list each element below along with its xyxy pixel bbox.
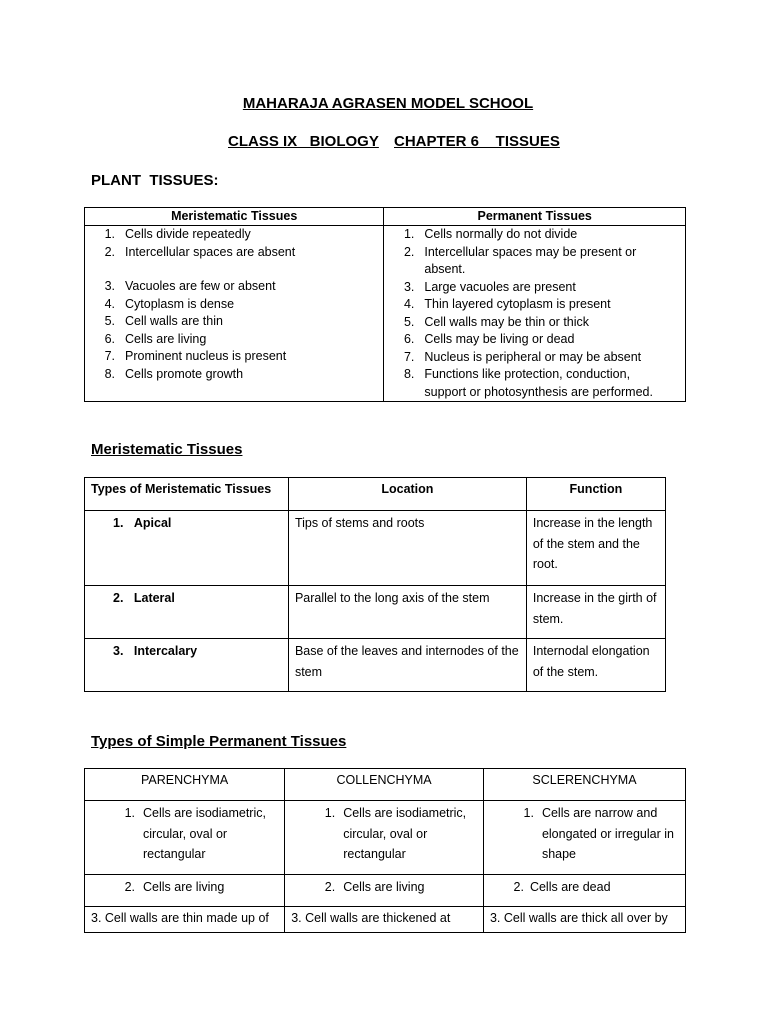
chapter-label: CHAPTER 6 TISSUES bbox=[394, 133, 560, 150]
list-item: 4. Thin layered cytoplasm is present bbox=[403, 297, 611, 311]
table-row: 1. Cells are isodiametric, circular, oval or rectangular 1. Cells are isodiametric, circular, oval or rectangular 1. Cells are narrow and elongated or irregular in shape bbox=[85, 801, 686, 875]
tissue-location: Tips of stems and roots bbox=[294, 516, 425, 530]
list-item: 6. Cells are living bbox=[104, 331, 207, 346]
table-row: 1. Apical Tips of stems and roots Increase in the length of the stem and the root. bbox=[85, 511, 666, 586]
plant-tissues-heading: PLANT TISSUES: bbox=[91, 172, 219, 189]
list-item: 6. Cells may be living or dead bbox=[403, 332, 575, 346]
col-header-collenchyma: COLLENCHYMA bbox=[336, 773, 432, 787]
table-header-row bbox=[85, 769, 686, 801]
list-item: 4. Cytoplasm is dense bbox=[104, 296, 235, 311]
table-header-row bbox=[85, 478, 666, 511]
list-item: 7. Nucleus is peripheral or may be absent bbox=[403, 349, 642, 364]
cell-text: 3. Cell walls are thickened at bbox=[291, 911, 451, 925]
meristematic-header: Meristematic Tissues bbox=[171, 209, 298, 223]
list-item: 3. Vacuoles are few or absent bbox=[104, 279, 276, 293]
table-row: 3. Intercalary Base of the leaves and internodes of the stem Internodal elongation of the stem. bbox=[85, 639, 666, 692]
col-header-sclerenchyma: SCLERENCHYMA bbox=[532, 773, 637, 787]
permanent-header: Permanent Tissues bbox=[477, 209, 592, 223]
school-title: MAHARAJA AGRASEN MODEL SCHOOL bbox=[242, 95, 534, 112]
list-item: 1. Cells divide repeatedly bbox=[104, 227, 251, 241]
tissue-function: Increase in the girth of stem. bbox=[532, 591, 657, 626]
tissue-function: Internodal elongation of the stem. bbox=[532, 644, 650, 679]
list-item: 7. Prominent nucleus is present bbox=[104, 349, 287, 363]
tissue-location: Parallel to the long axis of the stem bbox=[294, 591, 490, 605]
list-item: 1. Cells normally do not divide bbox=[403, 227, 578, 241]
list-item: 2. Intercellular spaces are absent bbox=[104, 244, 296, 259]
list-item: 8. Cells promote growth bbox=[104, 366, 244, 381]
tissue-type: Intercalary bbox=[133, 644, 198, 658]
tissue-location: Base of the leaves and internodes of the stem bbox=[294, 644, 519, 679]
list-item: 3. Large vacuoles are present bbox=[403, 279, 576, 294]
plant-tissues-table bbox=[84, 207, 686, 402]
tissue-type: Lateral bbox=[133, 591, 175, 605]
cell-text: 3. Cell walls are thin made up of bbox=[91, 911, 269, 925]
cell-text: Cells are dead bbox=[529, 880, 611, 894]
cell-text: Cells are narrow and elongated or irregular in shape bbox=[541, 806, 674, 861]
col-header-types: Types of Meristematic Tissues bbox=[91, 482, 272, 496]
col-header-location: Location bbox=[381, 482, 434, 496]
table-row bbox=[85, 907, 686, 933]
cell-text: Cells are isodiametric, circular, oval or rectangular bbox=[143, 806, 266, 861]
table-row bbox=[85, 226, 686, 402]
cell-text: Cells are living bbox=[343, 880, 425, 894]
cell-text: Cells are living bbox=[143, 880, 225, 894]
tissue-function: Increase in the length of the stem and the root. bbox=[532, 516, 653, 571]
cell-text: 3. Cell walls are thick all over by bbox=[489, 911, 668, 925]
table-row: 2. Cells are living 2. Cells are living 2. Cells are dead bbox=[85, 875, 686, 907]
table-row: 2. Lateral Parallel to the long axis of the stem Increase in the girth of stem. bbox=[85, 586, 666, 639]
meristematic-heading: Meristematic Tissues bbox=[91, 441, 243, 458]
tissue-type: Apical bbox=[133, 516, 172, 530]
simple-permanent-table bbox=[84, 768, 686, 933]
table-header-row bbox=[85, 208, 686, 226]
simple-permanent-heading: Types of Simple Permanent Tissues bbox=[91, 733, 347, 750]
list-item: 5. Cell walls are thin bbox=[104, 314, 223, 328]
meristematic-types-table bbox=[84, 477, 666, 692]
cell-text: Cells are isodiametric, circular, oval or rectangular bbox=[343, 806, 467, 861]
col-header-function: Function bbox=[569, 482, 623, 496]
list-item: 2. Intercellular spaces may be present or absent. bbox=[403, 244, 637, 276]
list-item: 8. Functions like protection, conduction, support or photosynthesis are performed. bbox=[403, 367, 653, 399]
col-header-parenchyma: PARENCHYMA bbox=[140, 773, 229, 787]
class-label: CLASS IX BIOLOGY bbox=[228, 133, 379, 150]
list-item: 5. Cell walls may be thin or thick bbox=[403, 314, 590, 329]
